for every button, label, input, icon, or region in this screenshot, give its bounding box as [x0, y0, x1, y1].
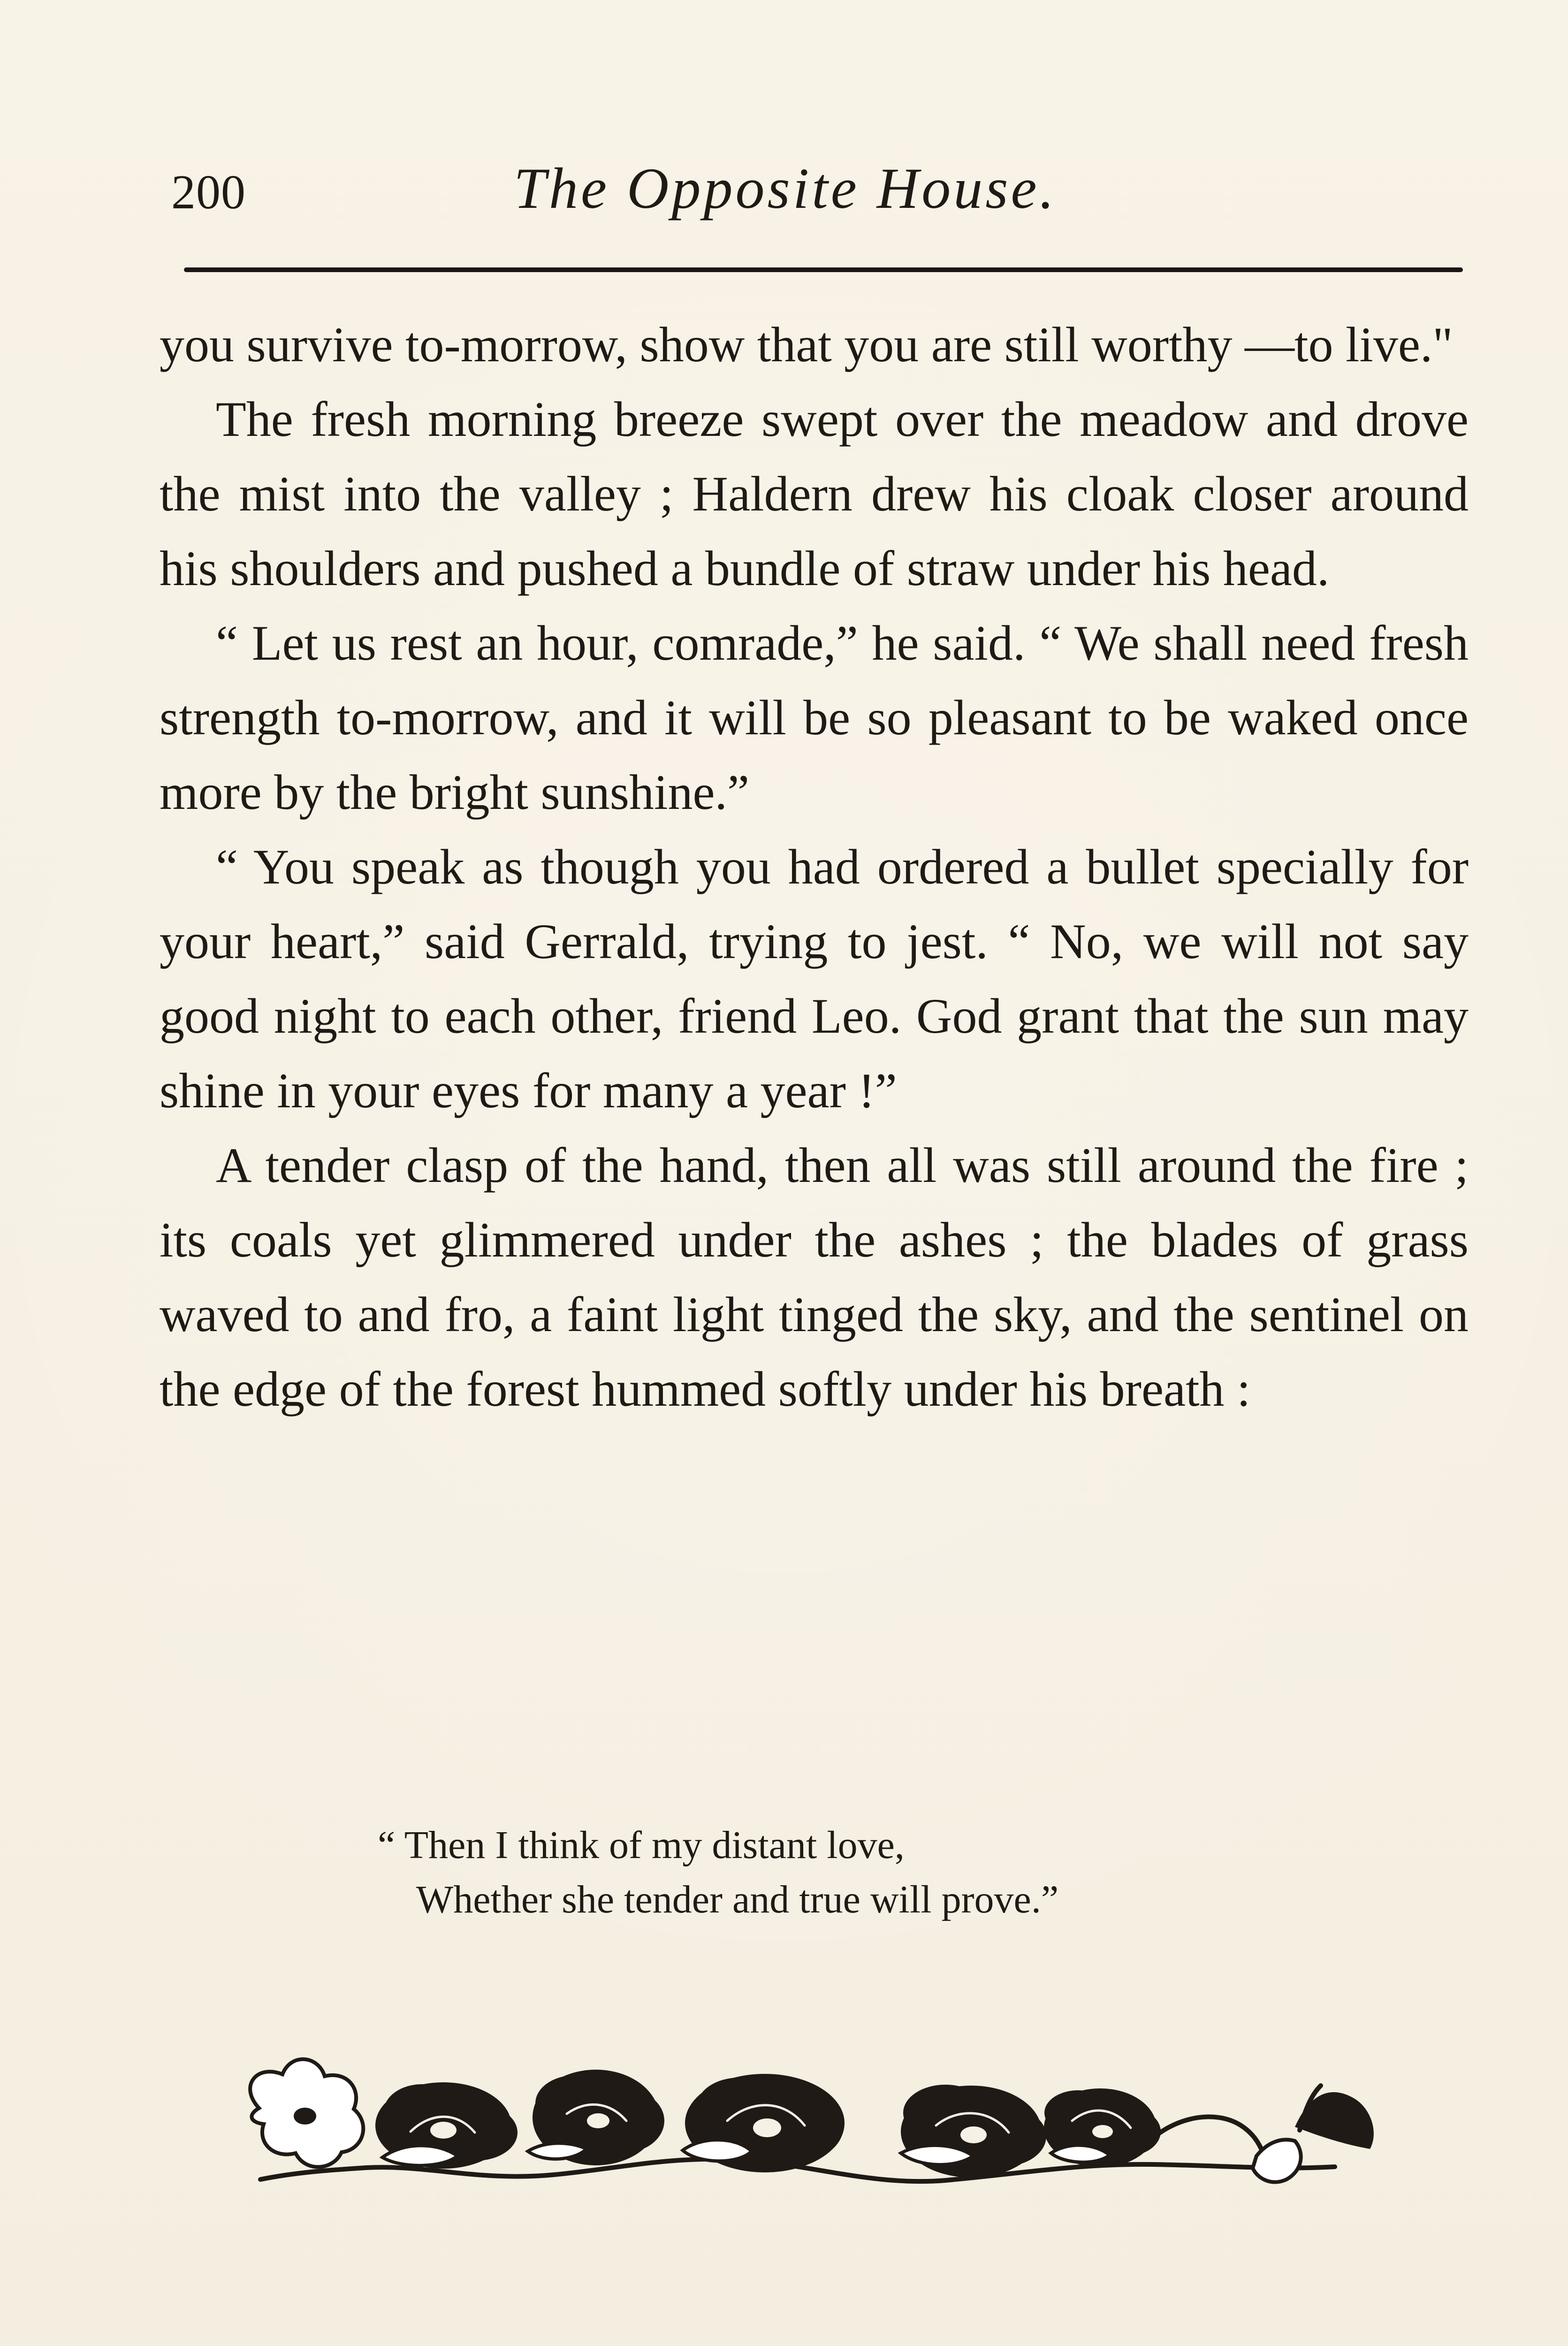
page-header: [171, 156, 1476, 221]
paragraph-4: “ You speak as though you had ordered a bullet specially for your heart,” said Gerrald, trying to jest. “ No, we will not say good night to each other, friend Leo. God grant that the sun may shine in your eyes for many a year !”: [160, 839, 1469, 1118]
header-rule: [184, 267, 1463, 272]
verse-line-2: Whether she tender and true will prove.”: [416, 1878, 1059, 1921]
verse-block: [378, 1818, 1316, 1927]
paragraph-3: “ Let us rest an hour, comrade,” he said. “ We shall need fresh strength to-morrow, and it will be so pleasant to be waked once more by the bright sunshine.”: [160, 616, 1469, 820]
running-title: The Opposite House.: [514, 156, 1057, 221]
paragraph-1: you survive to-morrow, show that you are still worthy —to live.": [160, 317, 1453, 372]
verse-line-1: “ Then I think of my distant love,: [378, 1823, 905, 1867]
floral-ornament-icon: [230, 2053, 1389, 2208]
paragraph-2: The fresh morning breeze swept over the meadow and drove the mist into the valley ; Haldern drew his cloak closer around his shoulders and pushed a bundle of straw under his head.: [160, 392, 1469, 596]
page-number: 200: [171, 165, 246, 219]
paragraph-5: A tender clasp of the hand, then all was still around the fire ; its coals yet glimmered under the ashes ; the blades of grass waved to and fro, a faint light tinged the sky, and the sentinel on the edge of the forest hummed softly under his breath :: [160, 1138, 1469, 1417]
body-text: [160, 307, 1469, 1426]
